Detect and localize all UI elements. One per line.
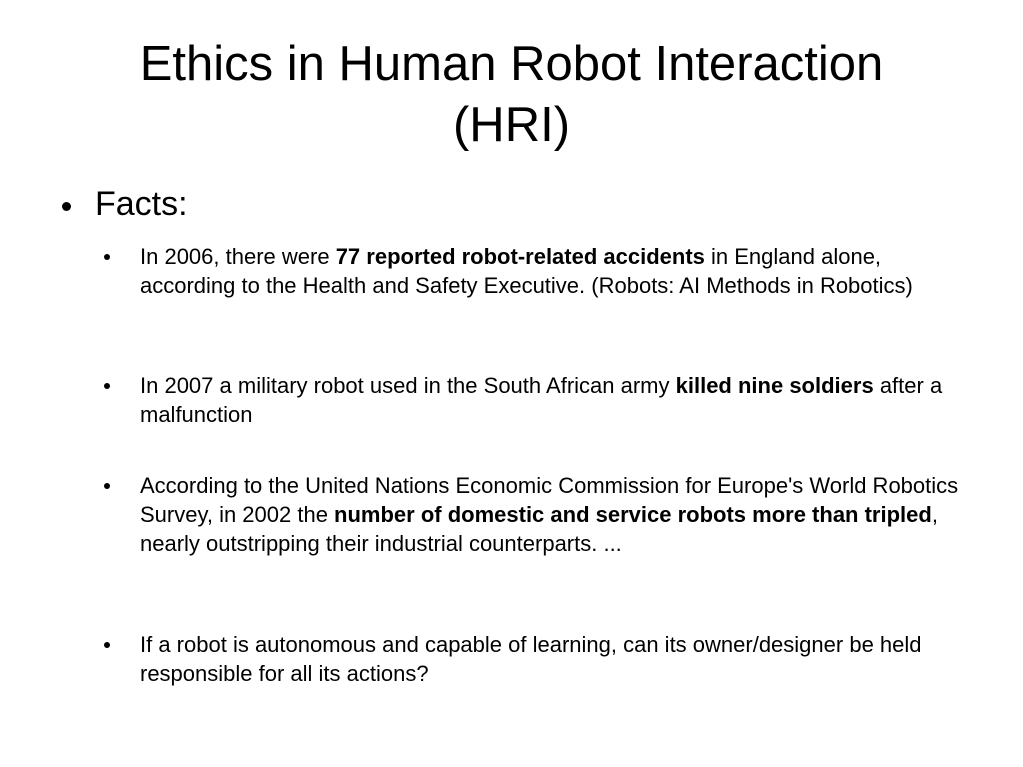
fact-item-4 (104, 630, 964, 688)
fact-text-regular: In 2007 a military robot used in the South African army (140, 373, 676, 398)
fact-text-regular: after a malfunction (140, 373, 943, 427)
slide-title (0, 34, 1023, 156)
fact-text-regular: In 2006, there were (140, 244, 336, 269)
bullet-dot-icon (104, 254, 110, 260)
fact-text (140, 471, 964, 558)
slide-title-line-2: (HRI) (452, 98, 571, 152)
fact-text-bold: 77 reported robot-related accidents (335, 244, 705, 269)
main-bullet-label: Facts: (95, 185, 188, 223)
fact-text-bold: number of domestic and service robots more than tripled (334, 502, 932, 527)
bullet-dot-icon (104, 483, 110, 489)
main-bullet (62, 183, 188, 225)
fact-item-3 (104, 471, 964, 558)
bullet-dot-icon (62, 202, 71, 211)
fact-text-regular: , nearly outstripping their industrial counterparts. ... (140, 502, 938, 556)
bullet-dot-icon (104, 383, 110, 389)
fact-text-regular: According to the United Nations Economic Commission for Europe's World Robotics Survey, in 2002 the (140, 473, 959, 527)
bullet-dot-icon (104, 642, 110, 648)
fact-text-regular: in England alone, according to the Health and Safety Executive. (Robots: AI Methods in Robotics) (140, 244, 913, 298)
fact-text-bold: killed nine soldiers (675, 373, 874, 398)
fact-text-regular: If a robot is autonomous and capable of learning, can its owner/designer be held responsible for all its actions? (140, 632, 922, 686)
fact-text (140, 242, 964, 300)
fact-text (140, 630, 964, 688)
fact-item-1 (104, 242, 964, 300)
fact-item-2 (104, 371, 964, 429)
slide-title-line-1: Ethics in Human Robot Interaction (139, 37, 884, 91)
fact-text (140, 371, 964, 429)
